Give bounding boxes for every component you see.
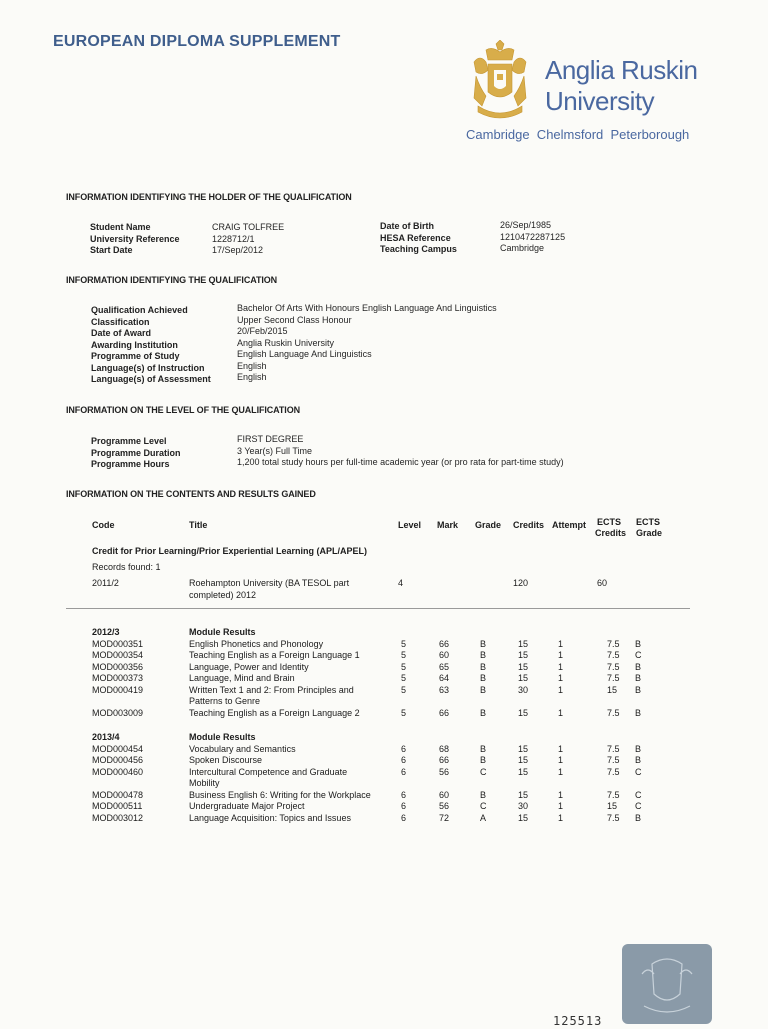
module-level: 5 xyxy=(401,650,407,660)
year-heading-row xyxy=(92,732,692,744)
module-credits: 15 xyxy=(518,789,529,800)
academic-year: 2012/3 xyxy=(92,627,120,637)
module-attempt: 1 xyxy=(558,766,564,777)
holder-left-values xyxy=(212,222,284,257)
university-name xyxy=(545,55,697,117)
apl-title-line1: Roehampton University (BA TESOL part xyxy=(189,578,350,588)
level-values xyxy=(237,434,564,469)
module-credits: 15 xyxy=(518,812,529,823)
module-ects-grade: B xyxy=(635,661,642,672)
module-row xyxy=(92,708,692,720)
module-attempt: 1 xyxy=(558,801,564,811)
date-of-award-value: 20/Feb/2015 xyxy=(237,326,288,336)
module-credits: 15 xyxy=(518,650,529,660)
col-level-header: Level xyxy=(398,520,422,530)
module-level: 5 xyxy=(401,661,407,672)
col-grade-header: Grade xyxy=(475,520,502,530)
language-assessment-label: Language(s) of Assessment xyxy=(91,374,211,384)
module-row xyxy=(92,673,692,685)
module-mark: 65 xyxy=(439,661,450,672)
holder-right-labels xyxy=(380,221,457,256)
apl-row xyxy=(92,578,692,600)
start-date-value: 17/Sep/2012 xyxy=(212,245,264,255)
awarding-institution-label: Awarding Institution xyxy=(91,339,178,350)
module-mark: 56 xyxy=(439,766,450,777)
module-code: MOD000511 xyxy=(92,801,143,811)
module-code: MOD000373 xyxy=(92,673,144,683)
module-level: 5 xyxy=(401,684,407,695)
module-title-continued: Patterns to Genre xyxy=(189,696,261,706)
university-campuses: Cambridge Chelmsford Peterborough xyxy=(466,127,690,142)
qualification-section-heading: INFORMATION IDENTIFYING THE QUALIFICATION xyxy=(66,275,278,285)
module-level: 6 xyxy=(401,812,407,823)
qualification-labels xyxy=(91,305,211,386)
level-section-heading: INFORMATION ON THE LEVEL OF THE QUALIFICATION xyxy=(66,405,300,415)
programme-hours-label: Programme Hours xyxy=(91,459,170,469)
awarding-institution-value: Anglia Ruskin University xyxy=(237,337,335,348)
module-mark: 60 xyxy=(439,789,450,800)
module-code: MOD000419 xyxy=(92,684,144,695)
university-reference-label: University Reference xyxy=(90,233,180,244)
module-grade: C xyxy=(480,801,487,811)
module-ects: 15 xyxy=(607,684,618,695)
apl-level: 4 xyxy=(398,578,404,588)
module-ects: 7.5 xyxy=(607,650,620,660)
date-of-birth-value: 26/Sep/1985 xyxy=(500,220,552,230)
module-level: 5 xyxy=(401,707,407,718)
col-ects-credits-line1: ECTS xyxy=(597,517,622,527)
programme-level-value: FIRST DEGREE xyxy=(237,434,304,444)
module-row xyxy=(92,755,692,767)
module-mark: 56 xyxy=(439,801,450,811)
qualification-achieved-label: Qualification Achieved xyxy=(91,305,188,315)
document-title: EUROPEAN DIPLOMA SUPPLEMENT xyxy=(53,33,341,50)
col-mark-header: Mark xyxy=(437,520,459,530)
module-results-heading: Module Results xyxy=(189,732,256,742)
programme-level-label: Programme Level xyxy=(91,436,167,446)
module-attempt: 1 xyxy=(558,673,564,683)
col-code-header: Code xyxy=(92,520,115,530)
date-of-award-label: Date of Award xyxy=(91,328,152,338)
module-ects-grade: B xyxy=(635,743,642,754)
module-mark: 64 xyxy=(439,673,450,683)
module-mark: 66 xyxy=(439,638,450,649)
module-title: Language Acquisition: Topics and Issues xyxy=(189,812,351,823)
module-level: 6 xyxy=(401,789,407,800)
student-name-value: CRAIG TOLFREE xyxy=(212,222,285,232)
module-ects-grade: B xyxy=(635,755,642,765)
module-ects: 7.5 xyxy=(607,766,620,777)
module-credits: 15 xyxy=(518,755,529,765)
module-grade: B xyxy=(480,743,487,754)
module-title: Written Text 1 and 2: From Principles and xyxy=(189,684,354,695)
module-row xyxy=(92,650,692,662)
module-level: 6 xyxy=(401,801,407,811)
university-name-line2: University xyxy=(545,86,655,116)
module-mark: 60 xyxy=(439,650,450,660)
module-ects: 7.5 xyxy=(607,673,620,683)
holder-right-values xyxy=(500,220,565,255)
classification-value: Upper Second Class Honour xyxy=(237,314,352,325)
module-row xyxy=(92,813,692,825)
module-ects-grade: C xyxy=(635,789,642,800)
module-credits: 15 xyxy=(518,661,529,672)
module-grade: C xyxy=(480,766,487,777)
module-grade: B xyxy=(480,638,487,649)
module-title: Intercultural Competence and Graduate xyxy=(189,766,348,777)
start-date-label: Start Date xyxy=(90,245,133,255)
programme-of-study-label: Programme of Study xyxy=(91,351,180,361)
module-ects: 7.5 xyxy=(607,638,620,649)
year-heading-row xyxy=(92,627,692,639)
language-instruction-label: Language(s) of Instruction xyxy=(91,362,205,373)
module-grade: A xyxy=(480,812,487,823)
module-title: English Phonetics and Phonology xyxy=(189,638,324,649)
module-row xyxy=(92,766,692,788)
module-ects: 15 xyxy=(607,801,618,811)
module-level: 5 xyxy=(401,673,407,683)
module-code: MOD000356 xyxy=(92,661,144,672)
module-title: Language, Mind and Brain xyxy=(189,673,295,683)
module-grade: B xyxy=(480,650,487,660)
module-title: Business English 6: Writing for the Workplace xyxy=(189,789,371,800)
hologram-seal xyxy=(622,944,712,1024)
module-ects: 7.5 xyxy=(607,707,620,718)
programme-of-study-value: English Language And Linguistics xyxy=(237,349,372,359)
module-grade: B xyxy=(480,661,487,672)
module-attempt: 1 xyxy=(558,789,564,800)
module-row xyxy=(92,662,692,674)
university-name-line1: Anglia Ruskin xyxy=(545,55,698,85)
serial-number: 125513 xyxy=(553,1014,603,1028)
module-results-heading: Module Results xyxy=(189,627,256,637)
university-crest-icon xyxy=(466,40,534,120)
col-title-header: Title xyxy=(189,520,208,530)
teaching-campus-value: Cambridge xyxy=(500,243,545,253)
col-credits-header: Credits xyxy=(513,520,545,530)
module-mark: 66 xyxy=(439,755,450,765)
records-found: Records found: 1 xyxy=(92,562,161,572)
module-ects-grade: B xyxy=(635,812,642,823)
module-credits: 15 xyxy=(518,638,529,649)
module-level: 6 xyxy=(401,766,407,777)
col-ects-grade-header xyxy=(636,517,662,539)
qualification-achieved-value: Bachelor Of Arts With Honours English Language And Linguistics xyxy=(237,303,497,313)
module-title: Vocabulary and Semantics xyxy=(189,743,296,754)
language-instruction-value: English xyxy=(237,360,267,371)
module-mark: 68 xyxy=(439,743,450,754)
qualification-values xyxy=(237,303,497,384)
module-mark: 63 xyxy=(439,684,450,695)
module-ects-grade: B xyxy=(635,673,642,683)
module-grade: B xyxy=(480,789,487,800)
module-ects-grade: C xyxy=(635,766,642,777)
module-code: MOD000454 xyxy=(92,743,144,754)
module-row xyxy=(92,639,692,651)
module-title: Teaching English as a Foreign Language 2 xyxy=(189,707,360,718)
module-code: MOD000354 xyxy=(92,650,144,660)
module-level: 6 xyxy=(401,743,407,754)
module-credits: 30 xyxy=(518,684,529,695)
hologram-crest-icon xyxy=(622,944,712,1024)
module-title-continued: Mobility xyxy=(189,778,220,788)
module-credits: 15 xyxy=(518,766,529,777)
module-row xyxy=(92,801,692,813)
holder-section-heading: INFORMATION IDENTIFYING THE HOLDER OF THE QUALIFICATION xyxy=(66,192,352,202)
module-ects: 7.5 xyxy=(607,755,620,765)
module-ects: 7.5 xyxy=(607,789,620,800)
module-ects: 7.5 xyxy=(607,812,620,823)
module-credits: 15 xyxy=(518,673,529,683)
module-attempt: 1 xyxy=(558,812,564,823)
module-ects-grade: B xyxy=(635,684,642,695)
module-row xyxy=(92,744,692,756)
date-of-birth-label: Date of Birth xyxy=(380,221,434,231)
apl-credits: 120 xyxy=(513,578,529,588)
contents-section-heading: INFORMATION ON THE CONTENTS AND RESULTS GAINED xyxy=(66,489,316,499)
module-grade: B xyxy=(480,684,487,695)
module-credits: 30 xyxy=(518,801,529,811)
module-attempt: 1 xyxy=(558,755,564,765)
module-title: Teaching English as a Foreign Language 1 xyxy=(189,650,360,660)
module-attempt: 1 xyxy=(558,743,564,754)
module-attempt: 1 xyxy=(558,661,564,672)
module-grade: B xyxy=(480,707,487,718)
module-code: MOD000456 xyxy=(92,755,144,765)
programme-duration-value: 3 Year(s) Full Time xyxy=(237,445,313,456)
module-title: Undergraduate Major Project xyxy=(189,801,305,811)
programme-hours-value: 1,200 total study hours per full-time academic year (or pro rata for part-time study) xyxy=(237,457,564,467)
programme-duration-label: Programme Duration xyxy=(91,447,181,458)
module-row xyxy=(92,684,692,706)
academic-year: 2013/4 xyxy=(92,732,120,742)
apl-code: 2011/2 xyxy=(92,578,119,588)
module-attempt: 1 xyxy=(558,684,564,695)
student-name-label: Student Name xyxy=(90,222,151,232)
module-ects: 7.5 xyxy=(607,661,620,672)
module-level: 5 xyxy=(401,638,407,649)
module-title: Spoken Discourse xyxy=(189,755,263,765)
classification-label: Classification xyxy=(91,316,150,327)
module-mark: 72 xyxy=(439,812,450,823)
module-attempt: 1 xyxy=(558,707,564,718)
module-code: MOD003009 xyxy=(92,707,144,718)
module-title: Language, Power and Identity xyxy=(189,661,309,672)
module-code: MOD000478 xyxy=(92,789,144,800)
apl-heading: Credit for Prior Learning/Prior Experiential Learning (APL/APEL) xyxy=(92,546,368,556)
module-credits: 15 xyxy=(518,707,529,718)
module-ects-grade: C xyxy=(635,801,642,811)
col-ects-grade-line1: ECTS xyxy=(636,517,661,527)
module-credits: 15 xyxy=(518,743,529,754)
module-code: MOD000351 xyxy=(92,638,144,649)
module-level: 6 xyxy=(401,755,407,765)
module-ects-grade: C xyxy=(635,650,642,660)
col-ects-credits-line2: Credits xyxy=(595,528,627,538)
col-ects-credits-header xyxy=(597,517,626,539)
module-mark: 66 xyxy=(439,707,450,718)
hesa-reference-value: 1210472287125 xyxy=(500,231,566,242)
section-divider xyxy=(66,608,690,609)
module-grade: B xyxy=(480,673,487,683)
language-assessment-value: English xyxy=(237,372,267,382)
col-attempt-header: Attempt xyxy=(552,520,586,530)
apl-ects: 60 xyxy=(597,578,608,588)
level-labels xyxy=(91,436,181,471)
module-attempt: 1 xyxy=(558,638,564,649)
module-ects: 7.5 xyxy=(607,743,620,754)
module-grade: B xyxy=(480,755,487,765)
module-ects-grade: B xyxy=(635,707,642,718)
apl-title xyxy=(189,578,349,601)
module-code: MOD000460 xyxy=(92,766,144,777)
university-reference-value: 1228712/1 xyxy=(212,233,255,244)
module-row xyxy=(92,790,692,802)
module-attempt: 1 xyxy=(558,650,564,660)
teaching-campus-label: Teaching Campus xyxy=(380,244,457,254)
module-ects-grade: B xyxy=(635,638,642,649)
module-code: MOD003012 xyxy=(92,812,144,823)
apl-title-line2: completed) 2012 xyxy=(189,589,257,600)
col-ects-grade-line2: Grade xyxy=(636,528,663,538)
holder-left-labels xyxy=(90,222,180,257)
hesa-reference-label: HESA Reference xyxy=(380,232,451,243)
